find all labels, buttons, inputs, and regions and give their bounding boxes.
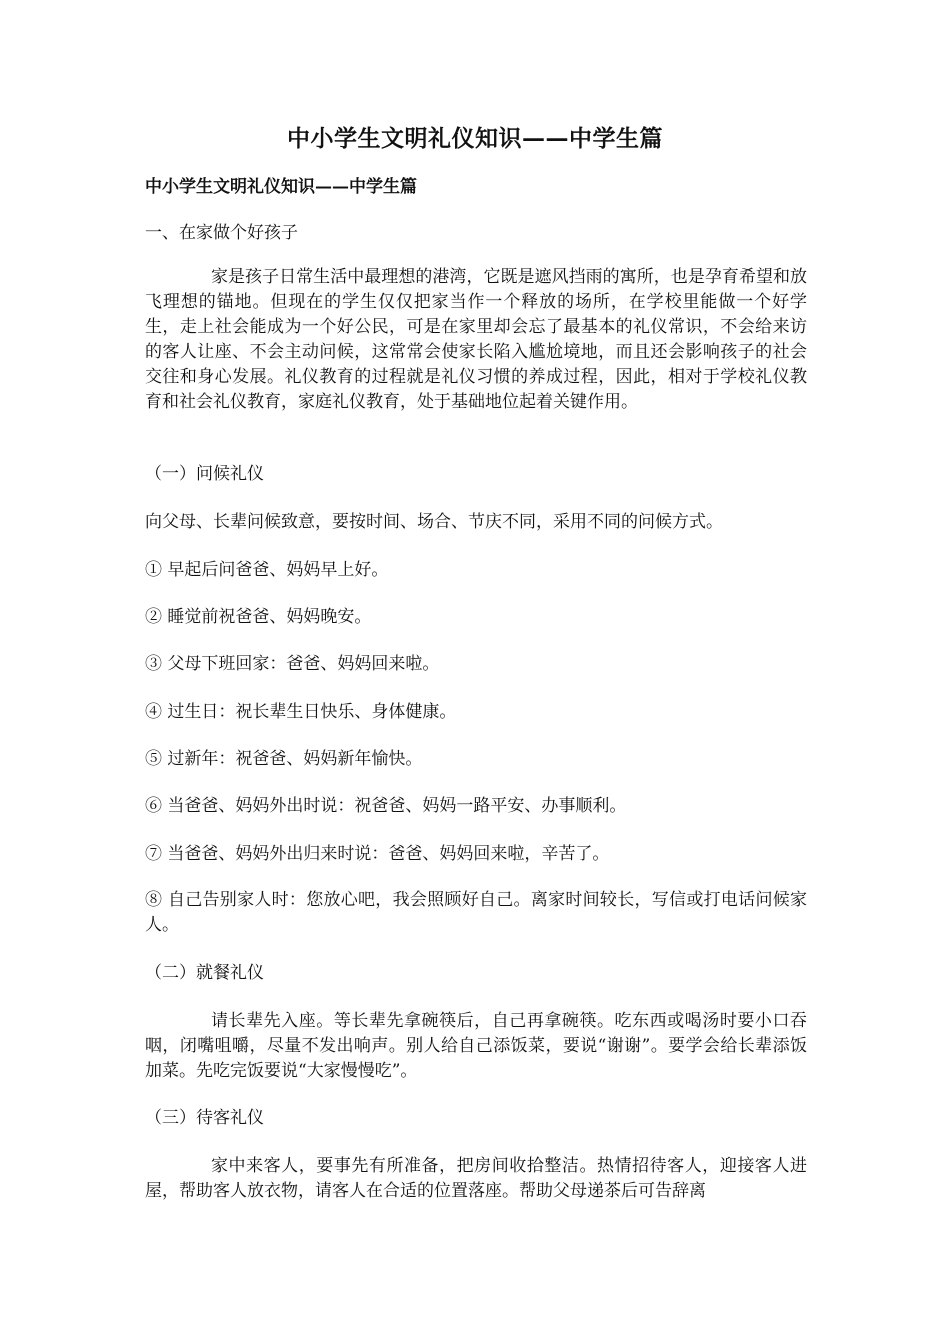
greeting-item: ② 睡觉前祝爸爸、妈妈晚安。	[145, 607, 372, 627]
document-subtitle: 中小学生文明礼仪知识——中学生篇	[145, 177, 417, 197]
section-1-paragraph: 家是孩子日常生活中最理想的港湾，它既是遮风挡雨的寓所，也是孕育希望和放飞理想的锚地。但现在的学生仅仅把家当作一个释放的场所，在学校里能做一个好学生，走上社会能成为一个好公民，可是在家里却会忘了最基本的礼仪常识，不会给来访的客人让座、不会主动问候，这常常会使家长陷入尴尬境地，而且还会影响孩子的社会交往和身心发展。礼仪教育的过程就是礼仪习惯的养成过程，因此，相对于学校礼仪教育和社会礼仪教育，家庭礼仪教育，处于基础地位起着关键作用。	[145, 267, 807, 412]
greeting-item: ⑥ 当爸爸、妈妈外出时说：祝爸爸、妈妈一路平安、办事顺利。	[145, 796, 627, 816]
guest-heading: （三）待客礼仪	[145, 1108, 264, 1128]
greeting-item: ⑧ 自己告别家人时：您放心吧，我会照顾好自己。离家时间较长，写信或打电话问候家人。	[145, 890, 807, 935]
section-1-heading: 一、在家做个好孩子	[145, 223, 298, 243]
greeting-heading: （一）问候礼仪	[145, 464, 264, 484]
greeting-intro: 向父母、长辈问候致意，要按时间、场合、节庆不同，采用不同的问候方式。	[145, 512, 723, 532]
greeting-item: ⑤ 过新年：祝爸爸、妈妈新年愉快。	[145, 749, 423, 769]
dining-paragraph: 请长辈先入座。等长辈先拿碗筷后，自己再拿碗筷。吃东西或喝汤时要小口吞咽，闭嘴咀嚼，尽量不发出响声。别人给自己添饭菜，要说“谢谢”。要学会给长辈添饭加菜。先吃完饭要说“大家慢慢吃”。	[145, 1011, 807, 1081]
dining-heading: （二）就餐礼仪	[145, 963, 264, 983]
greeting-item: ④ 过生日：祝长辈生日快乐、身体健康。	[145, 702, 457, 722]
greeting-item: ① 早起后问爸爸、妈妈早上好。	[145, 560, 389, 580]
document-title: 中小学生文明礼仪知识——中学生篇	[287, 125, 663, 152]
guest-paragraph: 家中来客人，要事先有所准备，把房间收拾整洁。热情招待客人，迎接客人进屋，帮助客人放衣物，请客人在合适的位置落座。帮助父母递茶后可告辞离	[145, 1156, 807, 1201]
greeting-item: ③ 父母下班回家：爸爸、妈妈回来啦。	[145, 654, 440, 674]
greeting-item: ⑦ 当爸爸、妈妈外出归来时说：爸爸、妈妈回来啦，辛苦了。	[145, 844, 610, 864]
